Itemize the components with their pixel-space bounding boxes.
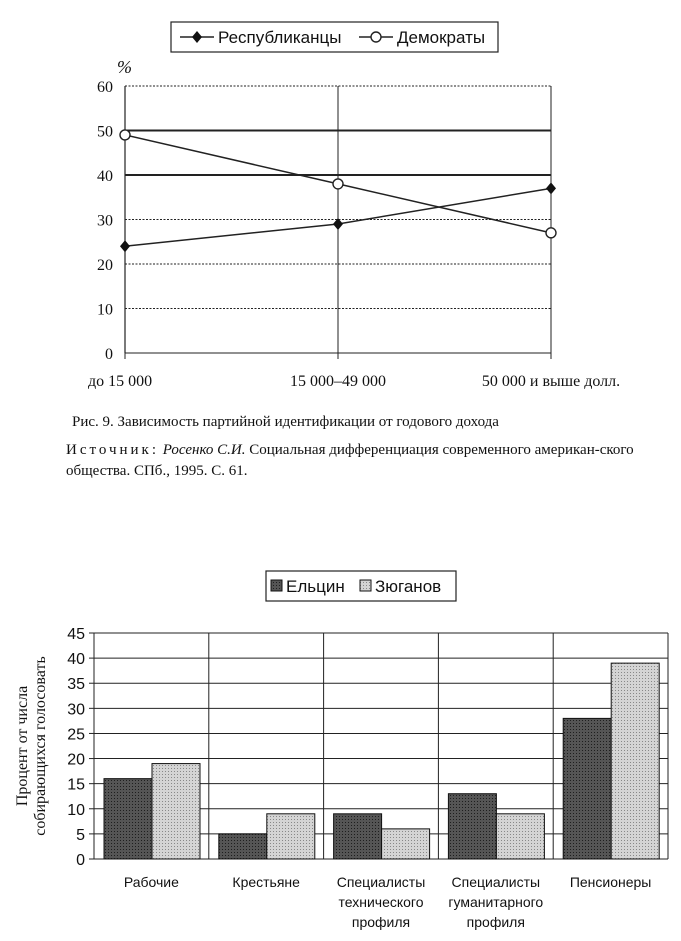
bar-zyuganov [496, 814, 544, 859]
y-tick-label: 15 [67, 776, 85, 794]
y-axis-label: собирающихся голосовать [32, 656, 49, 836]
figure-caption: Рис. 9. Зависимость партийной идентификации от годового дохода [72, 414, 499, 430]
x-tick-label: Крестьяне [232, 874, 300, 890]
x-tick-label: Пенсионеры [569, 874, 652, 890]
bar-yeltsin [334, 814, 382, 859]
y-tick-label: 20 [67, 751, 85, 769]
y-tick-label: 5 [76, 826, 85, 844]
bar-yeltsin [219, 834, 267, 859]
y-tick-label: 0 [105, 346, 113, 363]
data-point-republicans [333, 218, 343, 230]
x-tick-label: профиля [351, 914, 411, 930]
y-tick-label: 20 [97, 257, 113, 274]
x-tick-label: Специалисты [451, 874, 541, 890]
y-axis-label: Процент от числа [14, 685, 31, 807]
legend-swatch-zyuganov [360, 580, 371, 591]
bar-yeltsin [104, 779, 152, 859]
x-tick-label: технического [338, 894, 424, 910]
y-tick-label: 60 [97, 79, 113, 96]
legend-label: Республиканцы [218, 28, 342, 47]
y-tick-label: 10 [67, 801, 85, 819]
bar-zyuganov [267, 814, 315, 859]
legend-label: Демократы [397, 28, 486, 47]
bar-yeltsin [563, 718, 611, 859]
data-point-democrats [546, 228, 556, 238]
x-tick-label: профиля [466, 914, 525, 930]
data-point-republicans [546, 182, 556, 194]
x-tick-label: до 15 000 [88, 373, 153, 390]
bar-chart [0, 561, 681, 941]
y-tick-label: 25 [67, 726, 85, 744]
y-tick-label: 30 [67, 701, 85, 719]
source-note [66, 440, 666, 482]
bar-zyuganov [382, 829, 430, 859]
y-unit-label: % [117, 57, 132, 77]
data-point-democrats [333, 179, 343, 189]
y-tick-label: 40 [67, 651, 85, 669]
y-tick-label: 30 [97, 212, 113, 230]
bar-zyuganov [152, 764, 200, 859]
bar-yeltsin [448, 794, 496, 859]
data-point-democrats [120, 130, 130, 140]
x-tick-label: гуманитарного [448, 894, 544, 910]
x-tick-label: Рабочие [123, 874, 179, 890]
source-author: Росенко С.И. [162, 442, 246, 458]
y-tick-label: 0 [76, 852, 85, 869]
data-point-republicans [120, 240, 130, 252]
line-chart [0, 0, 681, 400]
bar-zyuganov [611, 663, 659, 859]
source-lead: Источник: [66, 442, 160, 458]
y-tick-label: 50 [97, 123, 113, 141]
legend-marker-circle [371, 32, 381, 42]
legend-label: Ельцин [286, 577, 345, 596]
y-tick-label: 35 [67, 676, 85, 694]
y-tick-label: 45 [67, 626, 85, 643]
x-tick-label: Специалисты [336, 874, 426, 890]
y-tick-label: 10 [97, 301, 113, 319]
legend-label: Зюганов [375, 577, 442, 596]
source-text: Социальная дифференциация современного американ-ского общества. СПб., 1995. С. 61. [66, 442, 634, 479]
x-tick-label: 15 000–49 000 [290, 373, 386, 390]
y-tick-label: 40 [97, 168, 113, 185]
x-tick-label: 50 000 и выше долл. [481, 373, 621, 390]
legend-swatch-yeltsin [271, 580, 282, 591]
